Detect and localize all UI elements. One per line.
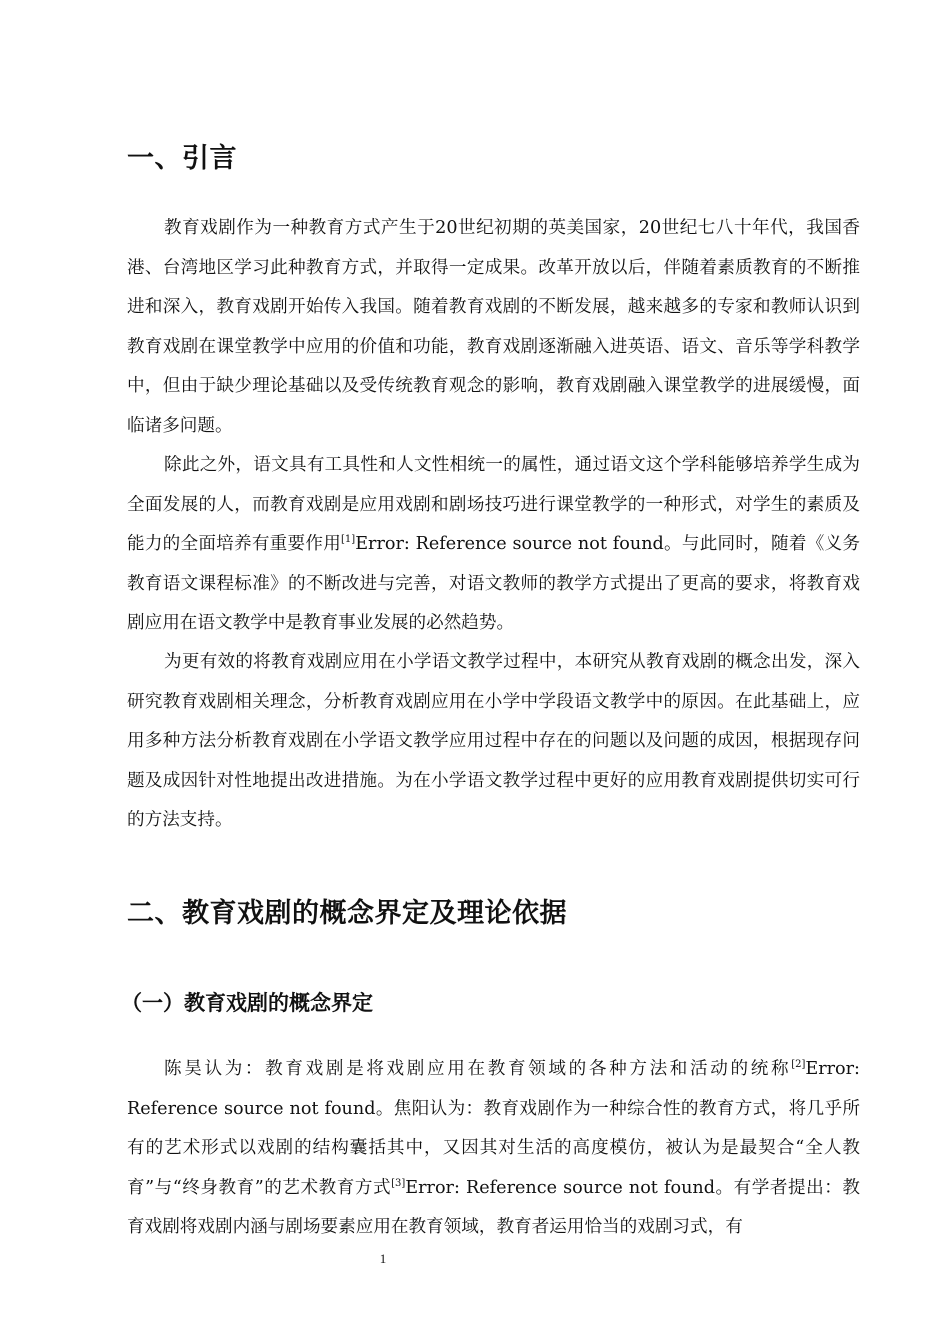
- section-heading-introduction: 一、引言: [127, 143, 237, 174]
- citation-ref-2[interactable]: [2]: [791, 1059, 806, 1071]
- concept-paragraph-1-text-cont: Error: Reference source not found。焦阳认为：教育戏剧作为一种综合性的教育方式，将几乎所有的艺术形式以戏剧的结构囊括其中，又因其对生活的高度模仿，被认为是最契合“全人教育”与“终身教育”的艺术教育方式: [127, 1059, 860, 1198]
- intro-paragraph-3: 为更有效的将教育戏剧应用在小学语文教学过程中，本研究从教育戏剧的概念出发，深入研究教育戏剧相关理念，分析教育戏剧应用在小学中学段语文教学中的原因。在此基础上，应用多种方法分析教育戏剧在小学语文教学应用过程中存在的问题以及问题的成因，根据现存问题及成因针对性地提出改进措施。为在小学语文教学过程中更好的应用教育戏剧提供切实可行的方法支持。: [127, 652, 860, 830]
- section-heading-concept: 二、教育戏剧的概念界定及理论依据: [127, 898, 567, 929]
- intro-paragraph-1: 教育戏剧作为一种教育方式产生于20世纪初期的英美国家，20世纪七八十年代，我国香港、台湾地区学习此种教育方式，并取得一定成果。改革开放以后，伴随着素质教育的不断推进和深入，教育戏剧开始传入我国。随着教育戏剧的不断发展，越来越多的专家和教师认识到教育戏剧在课堂教学中应用的价值和功能，教育戏剧逐渐融入进英语、语文、音乐等学科教学中，但由于缺少理论基础以及受传统教育观念的影响，教育戏剧融入课堂教学的进展缓慢，面临诸多问题。: [127, 218, 860, 436]
- concept-paragraph-1-text-end: Error: Reference source not found。有学者提出：教育戏剧将戏剧内涵与剧场要素应用在教育领域，教育者运用恰当的戏剧习式，有: [127, 1177, 860, 1237]
- intro-paragraph-2: [127, 446, 860, 644]
- page-number: 1: [379, 1251, 387, 1266]
- subsection-heading-concept-definition: （一）教育戏剧的概念界定: [121, 991, 373, 1015]
- concept-paragraph-1-text: 陈昊认为：教育戏剧是将戏剧应用在教育领域的各种方法和活动的统称: [164, 1059, 792, 1079]
- concept-paragraph-1: [127, 1050, 860, 1248]
- citation-ref-1[interactable]: [1]: [341, 534, 356, 546]
- intro-paragraph-2-text-cont: Error: Reference source not found。与此同时，随着《义务教育语文课程标准》的不断改进与完善，对语文教师的教学方式提出了更高的要求，将教育戏剧应用在语文教学中是教育事业发展的必然趋势。: [127, 534, 860, 633]
- intro-paragraph-2-text: 除此之外，语文具有工具性和人文性相统一的属性，通过语文这个学科能够培养学生成为全面发展的人，而教育戏剧是应用戏剧和剧场技巧进行课堂教学的一种形式，对学生的素质及能力的全面培养有重要作用: [127, 455, 860, 554]
- citation-ref-3[interactable]: [3]: [391, 1177, 406, 1189]
